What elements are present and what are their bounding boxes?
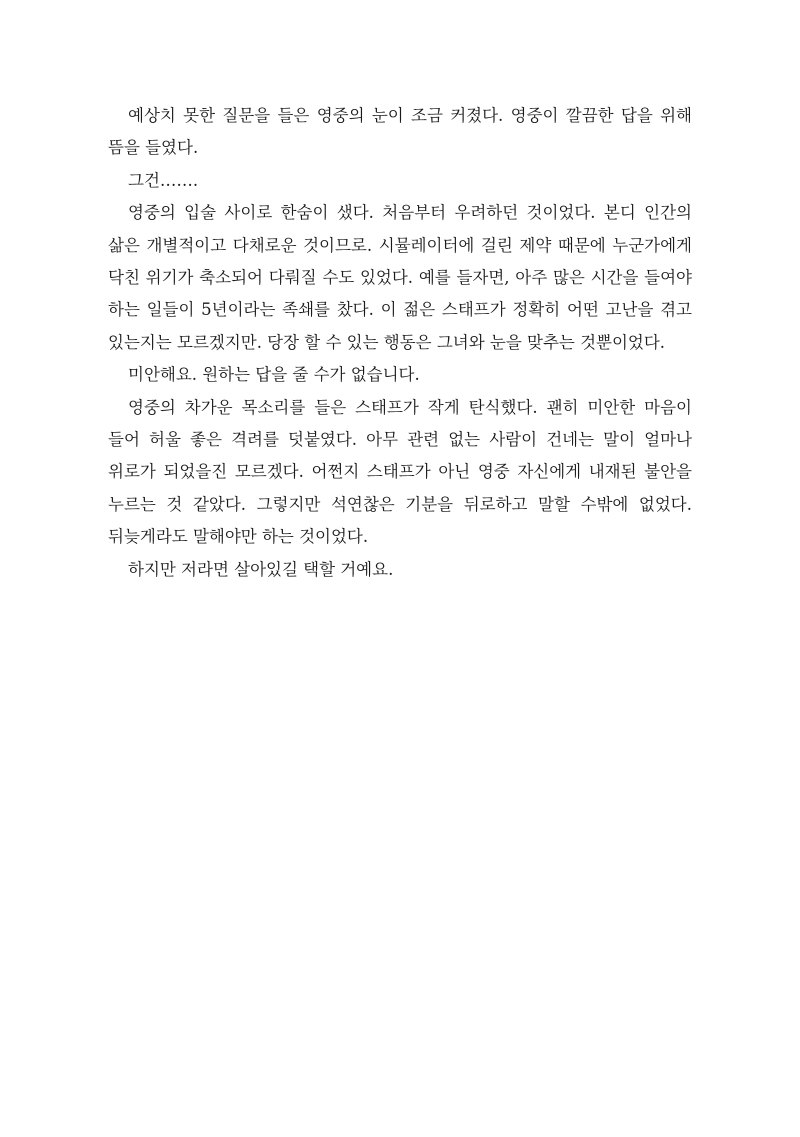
paragraph-2: 그건……. — [128, 170, 199, 190]
document-body — [108, 100, 692, 586]
paragraph-1: 예상치 못한 질문을 들은 영중의 눈이 조금 커졌다. 영중이 깔끔한 답을 위해 뜸을 들였다. — [108, 106, 692, 158]
paragraph-6: 하지만 저라면 살아있길 택할 거예요. — [128, 559, 394, 579]
paragraph-4: 미안해요. 원하는 답을 줄 수가 없습니다. — [128, 365, 420, 385]
paragraph-3: 영중의 입술 사이로 한숨이 샜다. 처음부터 우려하던 것이었다. 본디 인간의 삶은 개별적이고 다채로운 것이므로. 시뮬레이터에 걸린 제약 때문에 누군가에게 닥친 위기가 축소되어 다뤄질 수도 있었다. 예를 들자면, 아주 많은 시간을 들여야 하는 일들이 5년이라는 족쇄를 찼다. 이 젊은 스태프가 정확히 어떤 고난을 겪고 있는지는 모르겠지만. 당장 할 수 있는 행동은 그녀와 눈을 맞추는 것뿐이었다. — [108, 203, 692, 352]
paragraph-5: 영중의 차가운 목소리를 들은 스태프가 작게 탄식했다. 괜히 미안한 마음이 들어 허울 좋은 격려를 덧붙였다. 아무 관련 없는 사람이 건네는 말이 얼마나 위로가 되었을진 모르겠다. 어쩐지 스태프가 아닌 영중 자신에게 내재된 불안을 누르는 것 같았다. 그렇지만 석연찮은 기분을 뒤로하고 말할 수밖에 없었다. 뒤늦게라도 말해야만 하는 것이었다. — [108, 397, 692, 547]
